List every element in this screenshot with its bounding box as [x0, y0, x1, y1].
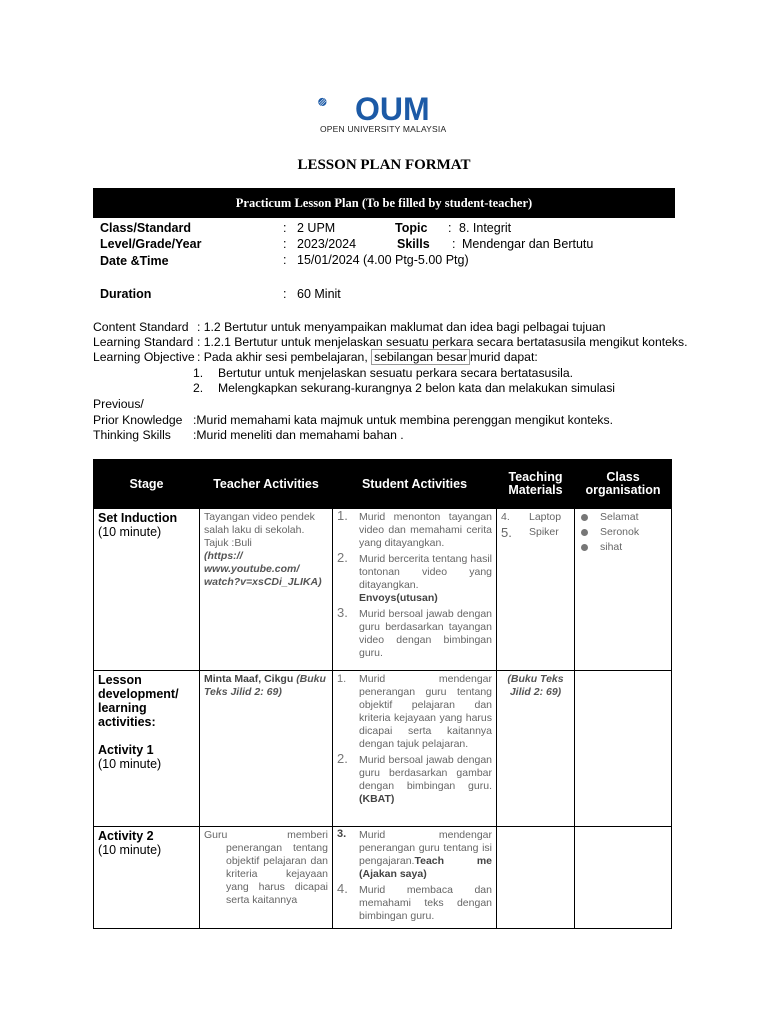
teacher-tajuk: Tajuk :Buli [204, 537, 252, 549]
student-cell [333, 671, 497, 827]
date-label: Date &Time [100, 254, 169, 268]
activity-time: (10 minute) [98, 757, 162, 771]
objective-item [193, 366, 573, 380]
level-value: 2023/2024 [297, 237, 357, 251]
objective-boxed-text: sebilangan besar [371, 349, 470, 365]
stage-title: Activity 2 [98, 829, 154, 843]
thinking-skills-value: :Murid meneliti dan memahami bahan . [193, 428, 404, 442]
header-teacher-activities: Teacher Activities [200, 460, 333, 509]
table-row [94, 509, 672, 671]
prior-knowledge [93, 413, 613, 427]
list-item [337, 550, 492, 605]
item-number: 2. [337, 751, 348, 766]
teacher-cell [200, 671, 333, 827]
skills-label: Skills [397, 237, 430, 251]
topic-colon: : [448, 221, 452, 235]
date-value: 15/01/2024 (4.00 Ptg-5.00 Ptg) [297, 253, 469, 267]
organisation-item [579, 541, 667, 554]
item-bold-tag: (KBAT) [359, 793, 395, 805]
teacher-text [204, 673, 328, 699]
video-link[interactable]: (https:// www.youtube.com/ watch?v=xsCDi_JLIKA) [204, 550, 322, 588]
table-row [94, 671, 672, 827]
materials-cell [497, 509, 575, 671]
thinking-skills [93, 428, 404, 442]
teacher-first-line: Guru memberi [204, 829, 328, 841]
item-number: 3. [337, 605, 348, 620]
stage-cell [94, 509, 200, 671]
table-header-row [94, 460, 672, 509]
logo-wordmark: OUM [355, 91, 430, 127]
learning-standard [93, 335, 687, 349]
item-number: 1. [337, 508, 348, 523]
item-text: Murid membaca dan memahami teks dengan bimbingan guru. [359, 884, 492, 922]
stage-time: (10 minute) [98, 843, 162, 857]
organisation-cell [575, 827, 672, 929]
material-text: Laptop [529, 511, 562, 523]
skills-colon: : [452, 237, 456, 251]
skills-value: Mendengar dan Bertutu [462, 237, 594, 251]
organisation-item [579, 526, 667, 539]
thinking-skills-label: Thinking Skills [93, 428, 171, 442]
class-label: Class/Standard [100, 221, 192, 235]
objective-text: Bertutur untuk menjelaskan sesuatu perkara secara bertatasusila. [218, 366, 573, 380]
item-number: 2. [337, 550, 348, 565]
stage-title: Set Induction [98, 511, 178, 525]
material-reference: (Buku Teks Jilid 2: 69) [507, 673, 564, 698]
header-class-organisation: Class organisation [575, 460, 672, 509]
content-standard-label: Content Standard [93, 320, 189, 334]
header-student-activities: Student Activities [333, 460, 497, 509]
date-colon: : [283, 253, 287, 267]
student-cell [333, 509, 497, 671]
topic-value: 8. Integrit [459, 221, 512, 235]
organisation-text: Selamat [600, 511, 639, 523]
oum-logo-icon [318, 86, 354, 122]
material-text: Spiker [529, 526, 559, 538]
teacher-text: penerangan tentang objektif pelajaran dan kriteria kejayaan yang harus dicapai serta kaitannya [226, 842, 328, 906]
previous-label: Previous/ [93, 397, 144, 411]
organisation-cell [575, 509, 672, 671]
item-number: 1. [337, 673, 347, 685]
objective-item [193, 381, 615, 395]
bullet-icon [581, 544, 588, 551]
teacher-reference: (Buku Teks Jilid 2: 69) [204, 673, 326, 698]
learning-objective-suffix: murid dapat: [469, 350, 538, 364]
stage-cell [94, 671, 200, 827]
objective-text: Melengkapkan sekurang-kurangnya 2 belon kata dan melakukan simulasi [218, 381, 616, 395]
level-label: Level/Grade/Year [100, 237, 202, 251]
item-text: Murid bersoal jawab dengan guru berdasarkan tayangan video dengan bimbingan guru. [359, 608, 492, 659]
lesson-plan-table [93, 459, 672, 929]
header-teaching-materials: Teaching Materials [497, 460, 575, 509]
topic-label: Topic [395, 221, 428, 235]
list-item [337, 673, 492, 751]
table-row [94, 827, 672, 929]
logo-subtitle: OPEN UNIVERSITY MALAYSIA [320, 124, 447, 134]
activity-title: Activity 1 [98, 743, 154, 757]
organisation-cell [575, 671, 672, 827]
learning-objective-label: Learning Objective [93, 350, 195, 364]
learning-standard-value: : 1.2.1 Bertutur untuk menjelaskan sesuatu perkara secara bertatasusila mengikut konteks. [197, 335, 688, 349]
item-bold-tag: Teach me (Ajakan saya) [359, 855, 492, 880]
item-text: Murid menonton tayangan video dan memahami cerita yang ditayangkan. [359, 511, 492, 549]
list-item [337, 829, 492, 881]
organisation-text: sihat [600, 541, 623, 553]
duration-colon: : [283, 287, 287, 301]
list-item [337, 508, 492, 550]
content-standard [93, 320, 606, 334]
organisation-item [579, 511, 667, 524]
item-number: 4. [337, 881, 348, 896]
item-number: 3. [337, 828, 347, 840]
list-item [337, 881, 492, 923]
materials-cell [497, 827, 575, 929]
item-bold-tag: Envoys(utusan) [359, 592, 438, 604]
stage-time: (10 minute) [98, 525, 162, 539]
class-value: 2 UPM [297, 221, 336, 235]
student-cell [333, 827, 497, 929]
objective-number: 1. [193, 366, 204, 380]
material-number: 5. [501, 525, 512, 540]
level-colon: : [283, 237, 287, 251]
bullet-icon [581, 529, 588, 536]
stage-title: Lesson development/ learning activities: [98, 673, 179, 729]
item-text: Murid mendengar penerangan guru tentang isi pengajaran. [359, 829, 492, 867]
bullet-icon [581, 514, 588, 521]
material-number: 4. [501, 511, 510, 523]
objective-number: 2. [193, 381, 204, 395]
learning-standard-label: Learning Standard [93, 335, 194, 349]
learning-objective-prefix: : Pada akhir sesi pembelajaran, [197, 350, 368, 364]
list-item [337, 605, 492, 660]
teacher-cell [200, 827, 333, 929]
content-standard-value: : 1.2 Bertutur untuk menyampaikan maklumat dan idea bagi pelbagai tujuan [197, 320, 606, 334]
prior-knowledge-value: :Murid memahami kata majmuk untuk membina perenggan mengikut konteks. [193, 413, 613, 427]
item-text: Murid bercerita tentang hasil tontonan video yang ditayangkan. [359, 553, 492, 591]
item-text: Murid bersoal jawab dengan guru berdasarkan gambar dengan bimbingan guru. [359, 754, 492, 792]
teacher-bold-title: Minta Maaf, Cikgu [204, 673, 294, 685]
prior-knowledge-label: Prior Knowledge [93, 413, 183, 427]
duration-label: Duration [100, 287, 152, 301]
materials-cell [497, 671, 575, 827]
duration-value: 60 Minit [297, 287, 341, 301]
organisation-text: Seronok [600, 526, 640, 538]
teacher-text: Tayangan video pendek salah laku di sekolah. [204, 511, 315, 536]
learning-objective [93, 350, 538, 364]
item-text: Murid mendengar penerangan guru tentang objektif pelajaran dan kriteria kejayaan yang harus dicapai serta kaitannya dengan tajuk pelajaran. [359, 673, 492, 750]
material-item [501, 511, 570, 524]
material-item [501, 526, 570, 539]
practicum-banner: Practicum Lesson Plan (To be filled by student-teacher) [93, 188, 675, 218]
header-stage: Stage [94, 460, 200, 509]
class-colon: : [283, 221, 287, 235]
list-item [337, 751, 492, 806]
document-title: LESSON PLAN FORMAT [297, 157, 471, 173]
teacher-cell [200, 509, 333, 671]
stage-cell [94, 827, 200, 929]
